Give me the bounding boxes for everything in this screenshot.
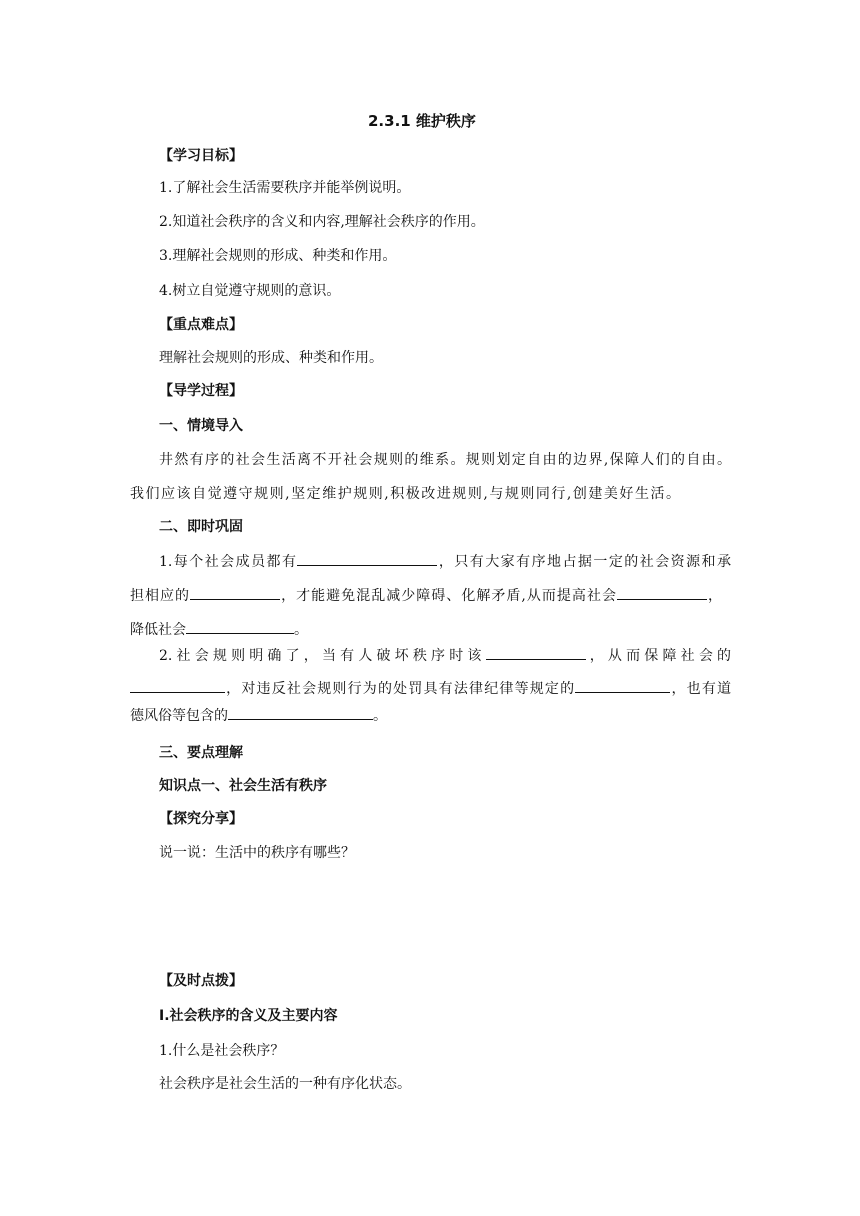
q1-text-a: 1.每个社会成员都有 <box>159 554 298 570</box>
intro-paragraph-line-1 <box>159 450 731 470</box>
q2-text-f: 。 <box>373 708 387 724</box>
q1-line-3 <box>130 619 308 640</box>
goal-item-4: 4.树立自觉遵守规则的意识。 <box>159 283 341 299</box>
q1-blank-4[interactable] <box>186 619 294 634</box>
q2-text-c: ，对违反社会规则行为的处罚具有法律纪律等规定的 <box>225 681 576 697</box>
q2-text-d: ，也有道 <box>670 681 732 697</box>
q1-text-g: 。 <box>294 622 308 638</box>
q1-blank-2[interactable] <box>190 585 280 600</box>
goal-item-1: 1.了解社会生活需要秩序并能举例说明。 <box>159 180 411 196</box>
q2-text-a: 2.社会规则明确了，当有人破坏秩序时该 <box>159 648 486 664</box>
order-answer: 社会秩序是社会生活的一种有序化状态。 <box>159 1076 411 1092</box>
q1-text-f: 降低社会 <box>130 622 186 638</box>
q1-line-2 <box>130 585 722 606</box>
q1-line-1 <box>159 551 731 572</box>
intro-text-1: 井然有序的社会生活离不开社会规则的维系。规则划定自由的边界,保障人们的自由。 <box>159 452 731 468</box>
key-points-heading: 【重点难点】 <box>159 317 243 333</box>
q1-text-c: 担相应的 <box>130 588 191 604</box>
q2-blank-1[interactable] <box>486 645 586 660</box>
order-subheading: Ⅰ.社会秩序的含义及主要内容 <box>159 1008 338 1024</box>
q2-text-e: 德风俗等包含的 <box>130 708 228 724</box>
q1-blank-3[interactable] <box>617 585 707 600</box>
q2-line-3 <box>130 705 387 726</box>
intro-text-2: 我们应该自觉遵守规则,坚定维护规则,积极改进规则,与规则同行,创建美好生活。 <box>130 486 680 502</box>
q1-text-e: ， <box>706 588 723 604</box>
q2-blank-2[interactable] <box>130 678 225 693</box>
goal-item-3: 3.理解社会规则的形成、种类和作用。 <box>159 248 397 264</box>
q1-text-d: ，才能避免混乱减少障碍、化解矛盾,从而提高社会 <box>280 588 617 604</box>
explore-heading: 【探究分享】 <box>159 811 243 827</box>
q2-text-b: ，从而保障社会的 <box>585 648 732 664</box>
learning-goals-heading: 【学习目标】 <box>159 148 243 164</box>
section-2-heading: 二、即时巩固 <box>159 519 243 535</box>
q1-blank-1[interactable] <box>297 551 437 566</box>
key-points-text: 理解社会规则的形成、种类和作用。 <box>159 350 383 366</box>
order-question: 1.什么是社会秩序？ <box>159 1043 285 1059</box>
explore-text: 说一说：生活中的秩序有哪些？ <box>159 845 355 861</box>
section-3-heading: 三、要点理解 <box>159 745 243 761</box>
goal-item-2: 2.知道社会秩序的含义和内容,理解社会秩序的作用。 <box>159 214 485 230</box>
q2-blank-4[interactable] <box>228 705 373 720</box>
page-title: 2.3.1 维护秩序 <box>368 112 476 130</box>
q2-line-2 <box>130 678 731 699</box>
q2-line-1 <box>159 645 731 666</box>
tips-heading: 【及时点拨】 <box>159 973 243 989</box>
process-heading: 【导学过程】 <box>159 383 243 399</box>
intro-paragraph-line-2 <box>130 484 680 504</box>
q1-text-b: ，只有大家有序地占据一定的社会资源和承 <box>437 554 731 570</box>
section-1-heading: 一、情境导入 <box>159 418 243 434</box>
knowledge-point-1: 知识点一、社会生活有秩序 <box>159 778 327 794</box>
q2-blank-3[interactable] <box>575 678 670 693</box>
